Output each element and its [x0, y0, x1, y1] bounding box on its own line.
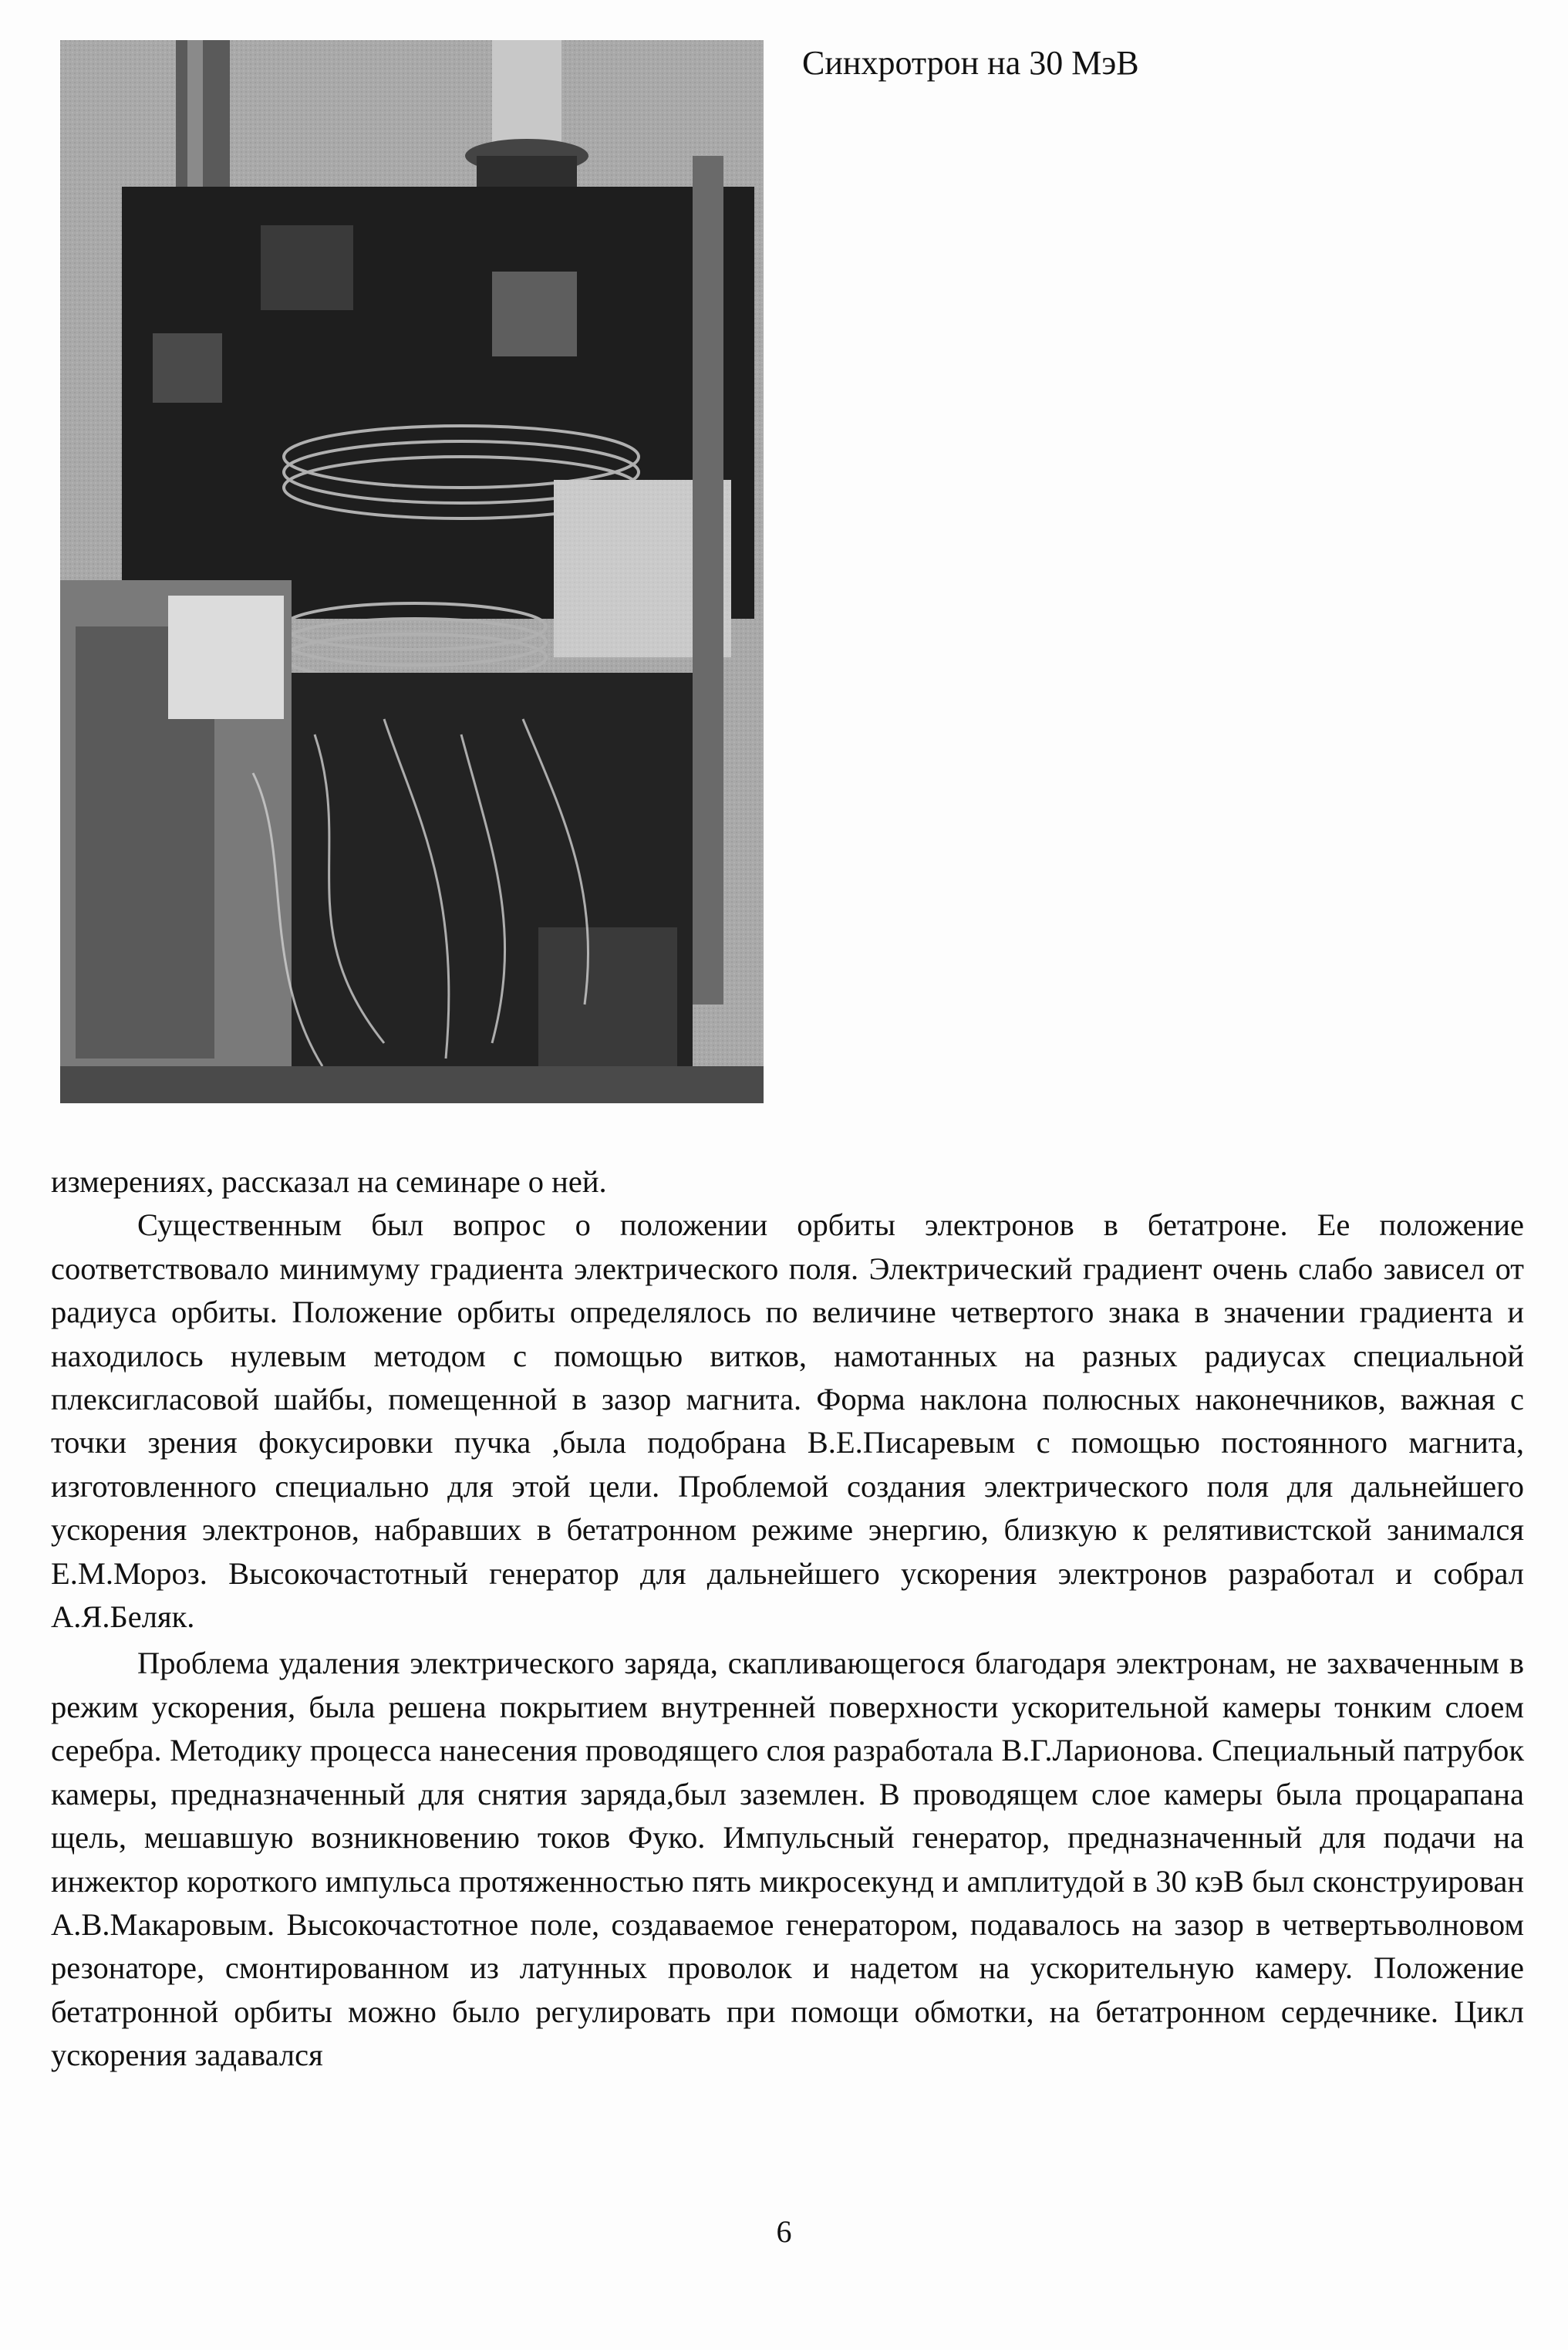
- synchrotron-photo-image: [60, 40, 764, 1103]
- paragraph-1: измерениях, рассказал на семинаре о ней.: [51, 1164, 607, 1199]
- page-number: 6: [776, 2214, 792, 2249]
- photo-caption: Синхротрон на 30 МэВ: [802, 44, 1139, 82]
- body-text: [51, 1160, 1524, 2078]
- synchrotron-photo: [60, 40, 764, 1103]
- paragraph-2: Существенным был вопрос о положении орбиты электронов в бетатроне. Ее положение соответствовало минимуму градиента электрического поля. Электрический градиент очень слабо зависел от радиуса орбиты. Положение орбиты определялось по величине четвертого знака в значении градиента и находилось нулевым методом с помощью витков, намотанных на разных радиусах специальной плексигласовой шайбы, помещенной в зазор магнита. Форма наклона полюсных наконечников, важная с точки зрения фокусировки пучка ,была подобрана В.Е.Писаревым с помощью постоянного магнита, изготовленного специально для этой цели. Проблемой создания электрического поля для дальнейшего ускорения электронов, набравших в бетатронном режиме энергию, близкую к релятивистской занимался Е.М.Мороз. Высокочастотный генератор для дальнейшего ускорения электронов разработал и собрал А.Я.Беляк.: [51, 1207, 1524, 1635]
- paragraph-3: Проблема удаления электрического заряда, скапливающегося благодаря электронам, не захваченным в режим ускорения, была решена покрытием внутренней поверхности ускорительной камеры тонким слоем серебра. Методику процесса нанесения проводящего слоя разработала В.Г.Ларионова. Специальный патрубок камеры, предназначенный для снятия заряда,был заземлен. В проводящем слое камеры была процарапана щель, мешавшую возникновению токов Фуко. Импульсный генератор, предназначенный для подачи на инжектор короткого импульса протяженностью пять микросекунд и амплитудой в 30 кэВ был сконструирован А.В.Макаровым. Высокочастотное поле, создаваемое генератором, подавалось на зазор в четвертьволновом резонаторе, смонтированном из латунных проволок и надетом на ускорительную камеру. Положение бетатронной орбиты можно было регулировать при помощи обмотки, на бетатронном сердечнике. Цикл ускорения задавался: [51, 1646, 1524, 2073]
